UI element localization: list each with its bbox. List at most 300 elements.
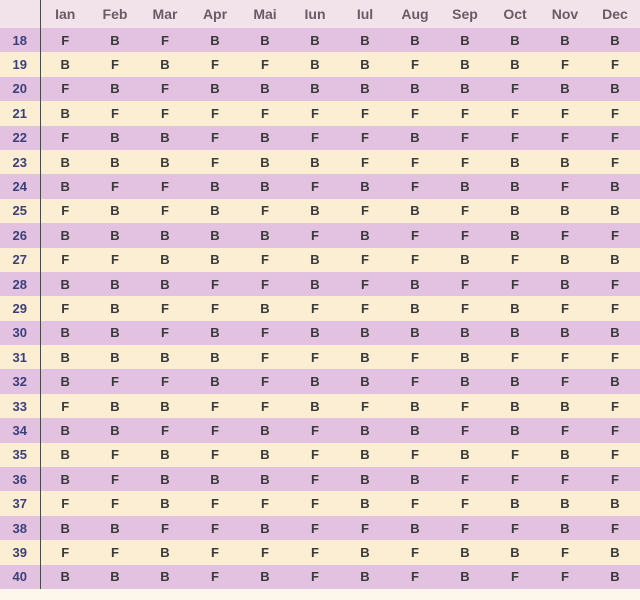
gender-cell: B (210, 227, 220, 243)
gender-cell: F (361, 154, 369, 170)
gender-cell: B (460, 179, 470, 195)
gender-cell: B (60, 105, 70, 121)
age-cell: 32 (0, 369, 40, 393)
gender-cell: F (561, 105, 569, 121)
gender-cell: F (611, 276, 619, 292)
gender-cell: F (561, 569, 569, 585)
gender-cell: F (411, 496, 419, 512)
gender-cell: B (410, 130, 420, 146)
gender-cell: B (60, 422, 70, 438)
gender-cell: B (160, 57, 170, 73)
gender-cell: B (60, 471, 70, 487)
gender-cell: B (360, 81, 370, 97)
gender-cell: B (110, 32, 120, 48)
gender-cell: F (511, 81, 519, 97)
table-row (0, 248, 640, 272)
gender-cell: F (611, 154, 619, 170)
gender-cell: F (561, 374, 569, 390)
gender-cell: F (611, 130, 619, 146)
gender-cell: F (461, 398, 469, 414)
gender-cell: B (260, 422, 270, 438)
gender-cell: B (460, 81, 470, 97)
gender-cell: B (210, 203, 220, 219)
gender-cell: F (61, 203, 70, 219)
gender-cell: B (460, 374, 470, 390)
gender-cell: F (411, 569, 419, 585)
gender-cell: B (260, 447, 270, 463)
table-header (0, 0, 640, 28)
gender-cell: B (310, 374, 320, 390)
gender-cell: B (260, 227, 270, 243)
gender-cell: B (110, 520, 120, 536)
gender-cell: F (411, 179, 419, 195)
month-header: Iul (340, 0, 390, 28)
gender-cell: B (460, 447, 470, 463)
gender-cell: B (560, 325, 570, 341)
gender-cell: B (560, 252, 570, 268)
month-header: Ian (40, 0, 90, 28)
gender-cell: B (360, 422, 370, 438)
gender-cell: F (561, 227, 569, 243)
gender-cell: F (261, 349, 269, 365)
gender-cell: F (561, 57, 569, 73)
gender-cell: F (461, 130, 469, 146)
age-cell: 34 (0, 418, 40, 442)
gender-cell: B (60, 447, 70, 463)
gender-cell: B (410, 81, 420, 97)
gender-cell: B (60, 276, 70, 292)
table-row (0, 296, 640, 320)
age-cell: 22 (0, 126, 40, 150)
gender-cell: B (310, 81, 320, 97)
table-row (0, 491, 640, 515)
gender-cell: F (311, 520, 319, 536)
gender-cell: B (610, 81, 620, 97)
month-header: Oct (490, 0, 540, 28)
gender-cell: B (310, 32, 320, 48)
gender-cell: B (160, 398, 170, 414)
gender-cell: B (560, 398, 570, 414)
gender-cell: B (410, 471, 420, 487)
gender-cell: F (611, 520, 619, 536)
gender-cell: F (511, 105, 519, 121)
gender-cell: B (210, 179, 220, 195)
gender-cell: F (161, 422, 169, 438)
month-header: Feb (90, 0, 140, 28)
gender-cell: F (211, 276, 219, 292)
month-header: Nov (540, 0, 590, 28)
gender-cell: B (460, 544, 470, 560)
gender-cell: B (410, 300, 420, 316)
table-row (0, 443, 640, 467)
gender-cell: F (361, 105, 369, 121)
gender-cell: F (561, 544, 569, 560)
gender-cell: B (310, 398, 320, 414)
gender-cell: B (210, 325, 220, 341)
gender-cell: B (60, 349, 70, 365)
gender-cell: B (160, 130, 170, 146)
gender-cell: F (511, 349, 519, 365)
gender-cell: B (260, 179, 270, 195)
gender-cell: F (361, 203, 369, 219)
gender-cell: B (510, 154, 520, 170)
gender-cell: F (211, 154, 219, 170)
gender-cell: F (411, 252, 419, 268)
age-cell: 25 (0, 199, 40, 223)
gender-cell: B (460, 32, 470, 48)
gender-cell: B (110, 203, 120, 219)
table-row (0, 272, 640, 296)
gender-cell: B (260, 300, 270, 316)
gender-cell: B (110, 398, 120, 414)
gender-cell: F (311, 496, 319, 512)
gender-cell: F (461, 496, 469, 512)
gender-cell: B (160, 276, 170, 292)
gender-cell: B (460, 349, 470, 365)
gender-cell: F (161, 32, 169, 48)
gender-cell: B (410, 520, 420, 536)
gender-cell: F (461, 471, 469, 487)
gender-cell: F (61, 398, 70, 414)
gender-cell: F (211, 398, 219, 414)
gender-cell: B (610, 496, 620, 512)
table-row (0, 101, 640, 125)
gender-cell: B (160, 544, 170, 560)
gender-cell: F (411, 447, 419, 463)
gender-cell: B (160, 349, 170, 365)
table-row (0, 28, 640, 52)
gender-cell: B (60, 57, 70, 73)
gender-cell: F (511, 471, 519, 487)
gender-cell: F (361, 130, 369, 146)
month-header: Sep (440, 0, 490, 28)
gender-cell: F (561, 471, 569, 487)
gender-cell: B (510, 544, 520, 560)
gender-cell: F (411, 227, 419, 243)
age-cell: 40 (0, 565, 40, 589)
gender-cell: B (410, 325, 420, 341)
age-cell: 26 (0, 223, 40, 247)
gender-cell: F (61, 300, 70, 316)
gender-cell: B (510, 325, 520, 341)
gender-cell: F (311, 447, 319, 463)
gender-cell: B (560, 32, 570, 48)
gender-cell: B (410, 398, 420, 414)
gender-cell: F (311, 300, 319, 316)
gender-cell: F (211, 569, 219, 585)
table-row (0, 516, 640, 540)
gender-cell: F (611, 471, 619, 487)
gender-cell: B (560, 81, 570, 97)
gender-cell: F (361, 520, 369, 536)
gender-cell: F (261, 374, 269, 390)
gender-cell: B (510, 227, 520, 243)
age-cell: 31 (0, 345, 40, 369)
gender-cell: F (261, 203, 269, 219)
gender-cell: F (411, 105, 419, 121)
gender-cell: F (161, 203, 169, 219)
gender-cell: B (210, 471, 220, 487)
gender-cell: F (561, 349, 569, 365)
gender-cell: B (160, 569, 170, 585)
gender-cell: B (510, 203, 520, 219)
gender-cell: B (260, 32, 270, 48)
gender-cell: F (311, 544, 319, 560)
gender-cell: F (111, 252, 119, 268)
age-cell: 38 (0, 516, 40, 540)
gender-cell: F (461, 154, 469, 170)
gender-cell: F (111, 471, 119, 487)
gender-cell: B (510, 422, 520, 438)
gender-cell: B (610, 32, 620, 48)
gender-cell: B (510, 398, 520, 414)
age-cell: 33 (0, 394, 40, 418)
gender-cell: F (261, 325, 269, 341)
gender-cell: F (161, 81, 169, 97)
gender-cell: B (260, 81, 270, 97)
gender-cell: B (460, 325, 470, 341)
gender-cell: B (160, 496, 170, 512)
gender-cell: F (311, 105, 319, 121)
table-row (0, 540, 640, 564)
gender-cell: F (411, 57, 419, 73)
gender-cell: B (360, 569, 370, 585)
gender-cell: B (610, 179, 620, 195)
gender-cell: F (261, 544, 269, 560)
age-cell: 30 (0, 321, 40, 345)
corner-cell (0, 0, 40, 28)
gender-cell: F (211, 422, 219, 438)
gender-cell: F (611, 105, 619, 121)
table-row (0, 77, 640, 101)
gender-cell: F (61, 32, 70, 48)
gender-cell: F (211, 496, 219, 512)
gender-cell: F (161, 520, 169, 536)
gender-cell: F (511, 276, 519, 292)
table-row (0, 565, 640, 589)
table-row (0, 418, 640, 442)
table-row (0, 321, 640, 345)
gender-cell: F (311, 227, 319, 243)
gender-cell: F (261, 398, 269, 414)
gender-cell: B (560, 203, 570, 219)
gender-cell: B (460, 252, 470, 268)
gender-cell: F (211, 520, 219, 536)
gender-cell: F (511, 252, 519, 268)
gender-cell: B (260, 154, 270, 170)
gender-cell: B (60, 179, 70, 195)
gender-cell: F (61, 130, 70, 146)
gender-cell: F (61, 544, 70, 560)
gender-cell: B (510, 57, 520, 73)
gender-cell: B (60, 569, 70, 585)
gender-cell: B (310, 57, 320, 73)
gender-cell: B (210, 252, 220, 268)
gender-cell: B (360, 447, 370, 463)
gender-cell: B (510, 32, 520, 48)
gender-cell: F (361, 252, 369, 268)
gender-cell: F (111, 105, 119, 121)
table-row (0, 467, 640, 491)
gender-cell: B (310, 154, 320, 170)
gender-cell: B (610, 203, 620, 219)
table-row (0, 174, 640, 198)
gender-cell: B (360, 544, 370, 560)
gender-cell: F (411, 374, 419, 390)
age-cell: 21 (0, 101, 40, 125)
gender-cell: B (210, 349, 220, 365)
gender-cell: F (611, 57, 619, 73)
month-header: Apr (190, 0, 240, 28)
gender-cell: B (360, 227, 370, 243)
gender-cell: F (361, 300, 369, 316)
gender-cell: B (360, 349, 370, 365)
gender-cell: B (560, 496, 570, 512)
gender-cell: F (161, 374, 169, 390)
gender-cell: B (410, 422, 420, 438)
gender-cell: F (311, 471, 319, 487)
gender-cell: B (610, 325, 620, 341)
age-cell: 39 (0, 540, 40, 564)
gender-cell: B (360, 57, 370, 73)
gender-cell: F (461, 520, 469, 536)
gender-cell: B (360, 179, 370, 195)
gender-cell: B (360, 496, 370, 512)
gender-cell: F (461, 300, 469, 316)
month-header: Dec (590, 0, 640, 28)
gender-cell: B (110, 422, 120, 438)
table-row (0, 52, 640, 76)
gender-cell: F (561, 300, 569, 316)
gender-cell: B (110, 276, 120, 292)
gender-cell: F (611, 300, 619, 316)
gender-cell: B (160, 227, 170, 243)
gender-cell: B (60, 374, 70, 390)
gender-cell: F (461, 276, 469, 292)
gender-cell: F (111, 544, 119, 560)
gender-cell: F (611, 349, 619, 365)
gender-cell: F (311, 130, 319, 146)
gender-cell: B (410, 203, 420, 219)
month-header-row (0, 0, 640, 28)
gender-cell: B (210, 81, 220, 97)
gender-cell: B (360, 471, 370, 487)
gender-cell: B (160, 252, 170, 268)
age-cell: 24 (0, 174, 40, 198)
gender-cell: F (161, 105, 169, 121)
gender-cell: B (610, 544, 620, 560)
gender-cell: B (510, 179, 520, 195)
gender-cell: F (311, 349, 319, 365)
gender-cell: F (511, 130, 519, 146)
gender-cell: F (361, 398, 369, 414)
gender-cell: B (110, 569, 120, 585)
gender-cell: B (160, 471, 170, 487)
gender-cell: F (311, 422, 319, 438)
month-header: Iun (290, 0, 340, 28)
gender-cell: F (461, 422, 469, 438)
gender-cell: B (60, 325, 70, 341)
gender-cell: F (161, 325, 169, 341)
gender-cell: F (211, 544, 219, 560)
gender-cell: F (361, 276, 369, 292)
month-header: Mai (240, 0, 290, 28)
gender-cell: F (111, 57, 119, 73)
gender-cell: F (411, 544, 419, 560)
gender-cell: B (310, 252, 320, 268)
gender-cell: B (560, 447, 570, 463)
age-cell: 27 (0, 248, 40, 272)
gender-cell: F (111, 447, 119, 463)
gender-cell: B (260, 471, 270, 487)
gender-cell: B (260, 569, 270, 585)
gender-cell: F (211, 105, 219, 121)
gender-cell: F (611, 227, 619, 243)
age-cell: 19 (0, 52, 40, 76)
gender-cell: F (261, 252, 269, 268)
gender-cell: B (110, 325, 120, 341)
gender-cell: F (561, 422, 569, 438)
gender-cell: F (311, 179, 319, 195)
gender-cell: B (260, 520, 270, 536)
gender-cell: F (611, 398, 619, 414)
gender-cell: F (611, 447, 619, 463)
gender-cell: F (261, 105, 269, 121)
gender-cell: F (61, 81, 70, 97)
gender-cell: F (211, 447, 219, 463)
gender-cell: F (461, 105, 469, 121)
gender-cell: B (110, 154, 120, 170)
table-row (0, 126, 640, 150)
age-cell: 35 (0, 443, 40, 467)
gender-cell: B (110, 130, 120, 146)
gender-cell: F (511, 447, 519, 463)
table-row (0, 394, 640, 418)
age-cell: 36 (0, 467, 40, 491)
gender-cell: B (460, 569, 470, 585)
gender-cell: B (560, 154, 570, 170)
gender-cell: B (360, 374, 370, 390)
gender-cell: F (261, 496, 269, 512)
age-cell: 28 (0, 272, 40, 296)
gender-cell: B (610, 569, 620, 585)
gender-cell: B (610, 252, 620, 268)
table-body (0, 28, 640, 589)
gender-cell: B (510, 496, 520, 512)
age-cell: 23 (0, 150, 40, 174)
gender-cell: F (411, 349, 419, 365)
gender-cell: F (261, 276, 269, 292)
gender-cell: B (60, 227, 70, 243)
gender-cell: F (211, 57, 219, 73)
gender-cell: F (461, 227, 469, 243)
gender-cell: B (560, 276, 570, 292)
gender-cell: F (161, 179, 169, 195)
gender-cell: F (611, 422, 619, 438)
gender-cell: B (610, 374, 620, 390)
gender-cell: B (460, 57, 470, 73)
gender-cell: B (360, 32, 370, 48)
table-row (0, 199, 640, 223)
table-row (0, 223, 640, 247)
gender-cell: B (310, 325, 320, 341)
gender-cell: B (160, 154, 170, 170)
gender-cell: F (261, 57, 269, 73)
gender-cell: F (111, 374, 119, 390)
month-header: Mar (140, 0, 190, 28)
gender-cell: B (60, 520, 70, 536)
gender-cell: F (211, 300, 219, 316)
